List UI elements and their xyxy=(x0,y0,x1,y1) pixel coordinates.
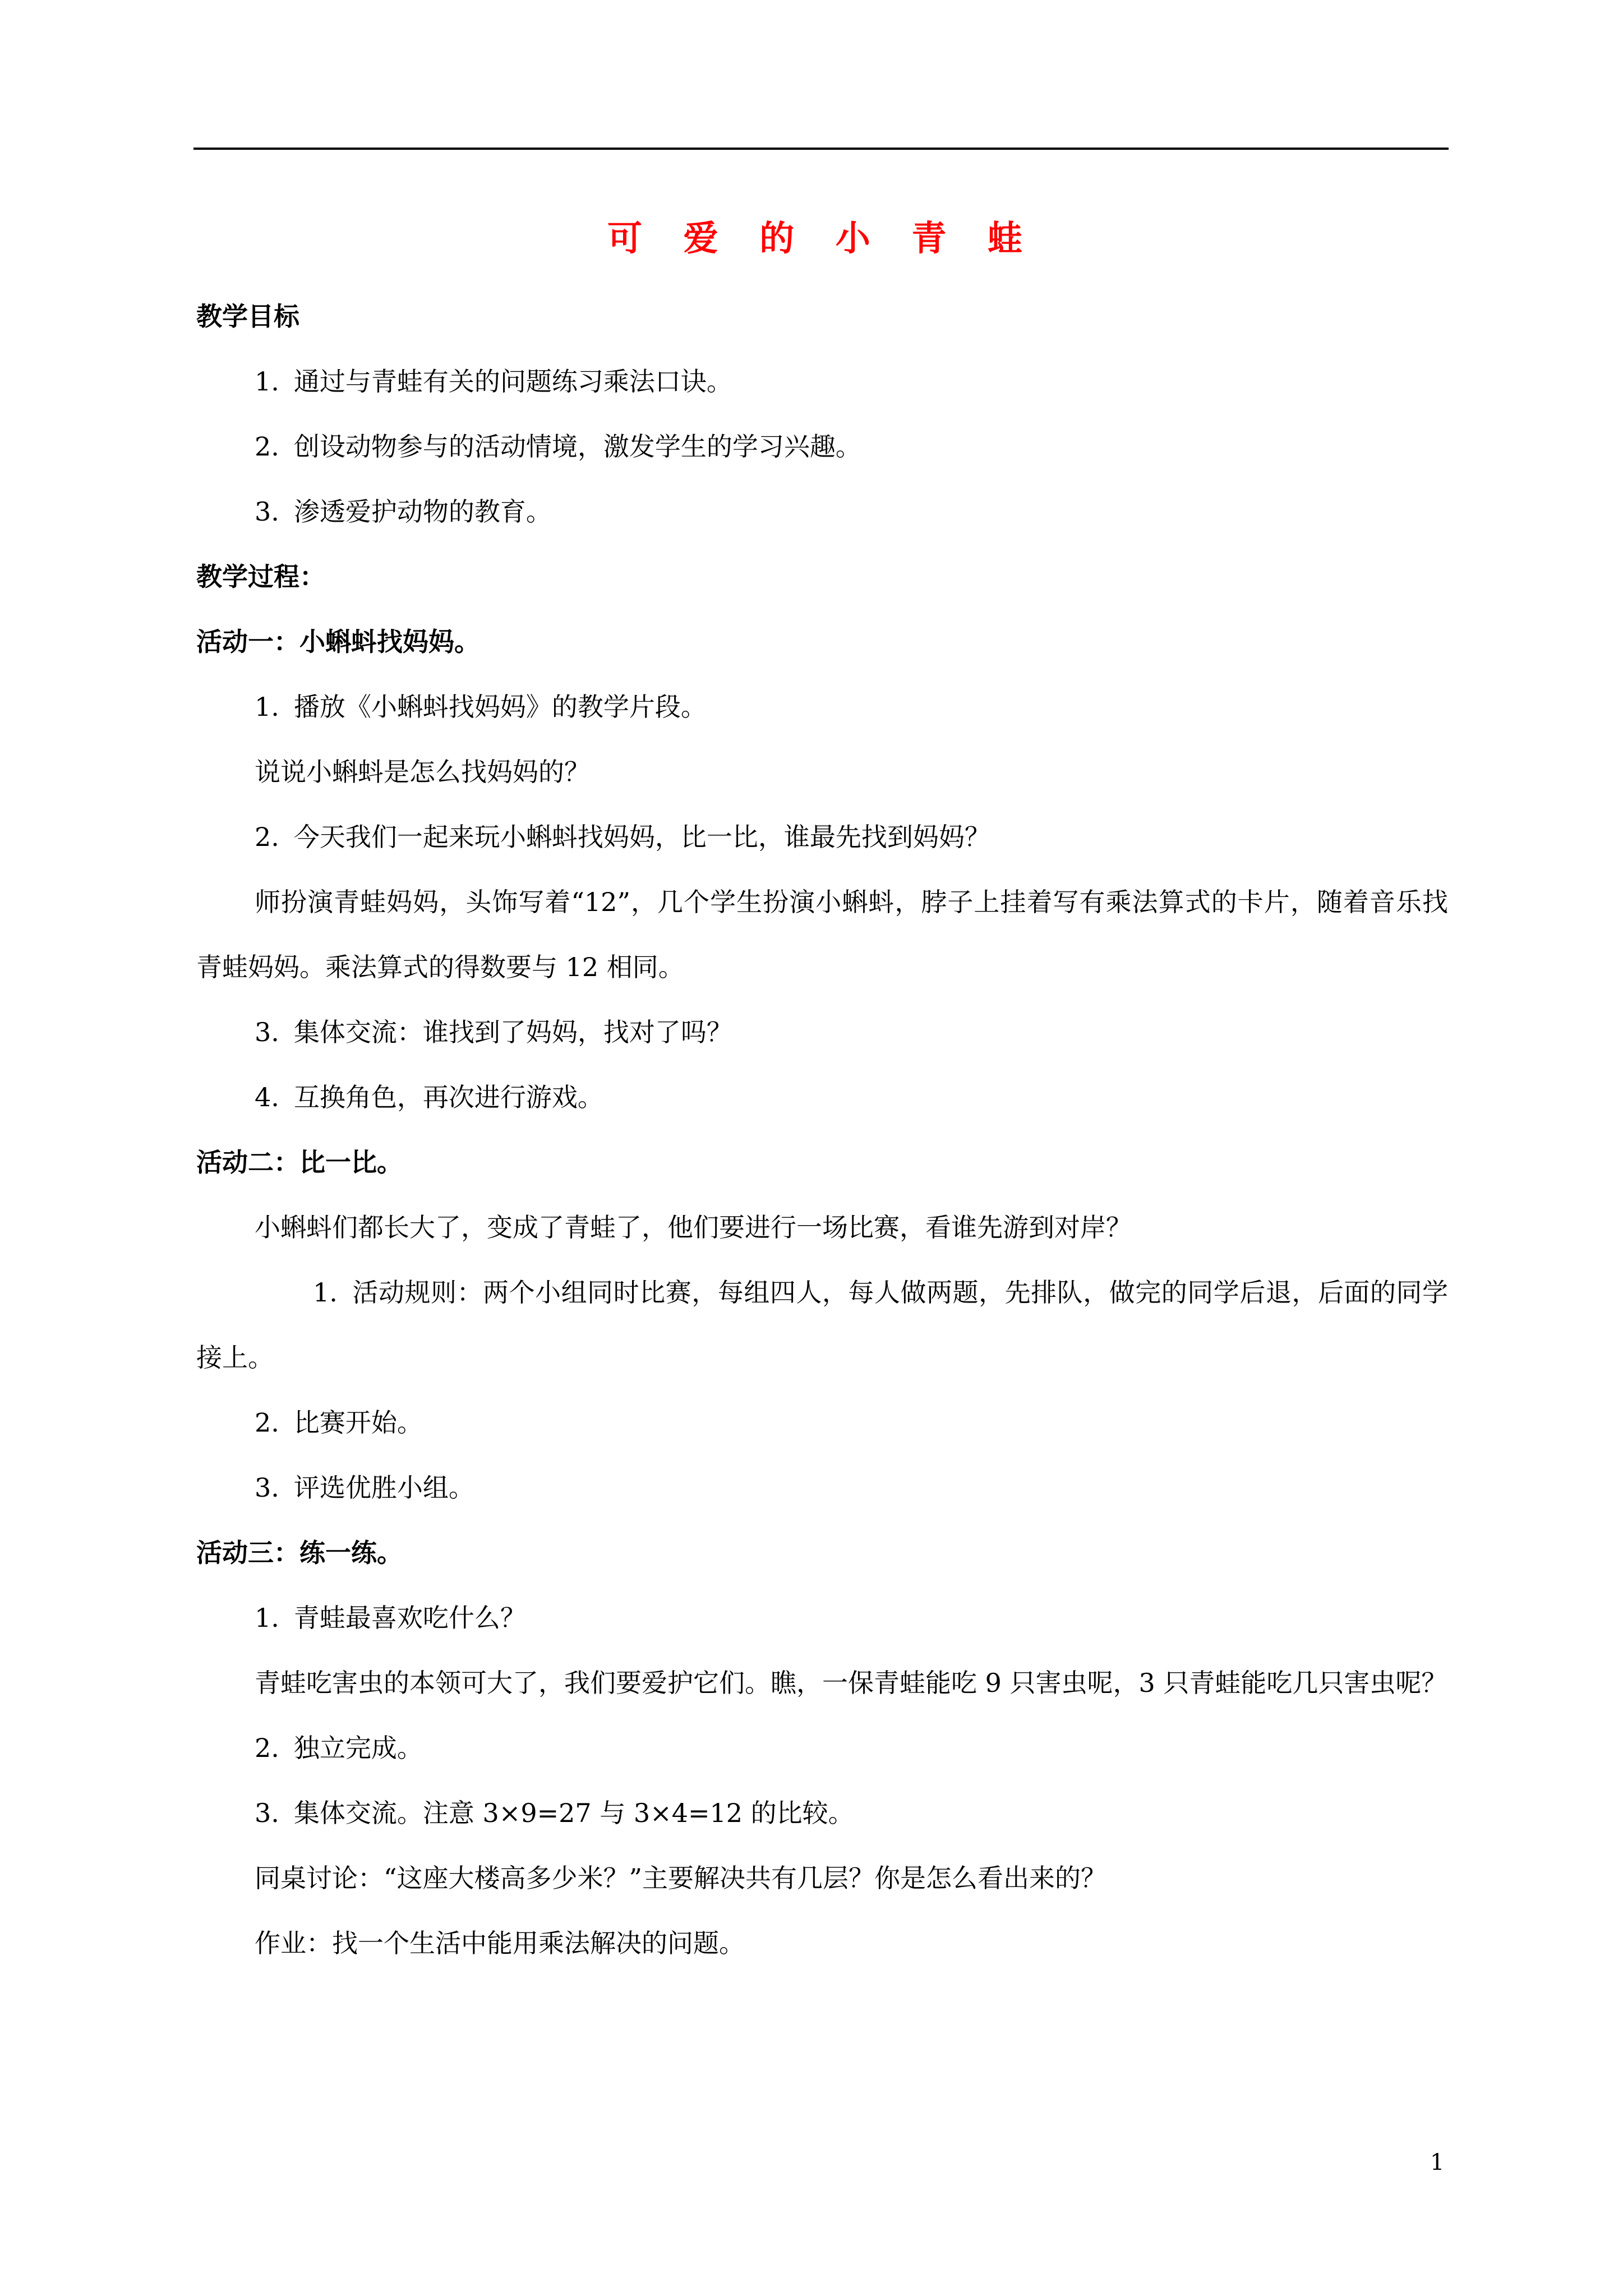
a2-3-number: 3. xyxy=(255,1473,279,1503)
activity-2-item-2 xyxy=(196,1390,1448,1455)
activity-3-item-3 xyxy=(196,1780,1448,1846)
a2-3-text: 评选优胜小组。 xyxy=(293,1473,474,1503)
a3-1-number: 1. xyxy=(255,1603,279,1633)
activity-3-paragraph: 青蛙吃害虫的本领可大了，我们要爱护它们。瞧，一保青蛙能吃 9 只害虫呢，3 只青蛙能吃几只害虫呢？ xyxy=(255,1668,1447,1698)
a3-3-number: 3. xyxy=(255,1798,279,1828)
a1-3-text: 集体交流：谁找到了妈妈，找对了吗？ xyxy=(293,1017,732,1047)
activity-3-item-1 xyxy=(196,1585,1448,1650)
a1-1-text: 播放《小蝌蚪找妈妈》的教学片段。 xyxy=(293,692,707,722)
document-body xyxy=(196,208,1448,1976)
activity-1-item-2 xyxy=(196,804,1448,869)
activity-2-intro: 小蝌蚪们都长大了，变成了青蛙了，他们要进行一场比赛，看谁先游到对岸？ xyxy=(255,1212,1132,1243)
a1-2-number: 2. xyxy=(255,822,279,852)
activity-1-item-1 xyxy=(196,674,1448,739)
a1-3-number: 3. xyxy=(255,1017,279,1047)
a1-4-number: 4. xyxy=(255,1082,279,1112)
a3-2-number: 2. xyxy=(255,1733,279,1763)
page-title: 可 爱 的 小 青 蛙 xyxy=(607,218,1037,259)
goal-item-1 xyxy=(196,349,1448,414)
a3-3-text: 集体交流。注意 3×9=27 与 3×4=12 的比较。 xyxy=(293,1798,854,1828)
a2-1-number: 1. xyxy=(313,1277,338,1308)
goal-item-3 xyxy=(196,479,1448,544)
activity-2-item-3 xyxy=(196,1455,1448,1520)
a2-2-number: 2. xyxy=(255,1407,279,1438)
activity-1-heading: 活动一：小蝌蚪找妈妈。 xyxy=(196,627,480,657)
goal-2-number: 2. xyxy=(255,431,279,462)
goals-heading: 教学目标 xyxy=(196,301,299,332)
a1-1-number: 1. xyxy=(255,692,279,722)
activity-1-paragraph: 师扮演青蛙妈妈，头饰写着“12”，几个学生扮演小蝌蚪，脖子上挂着写有乘法算式的卡片，随着音乐找青蛙妈妈。乘法算式的得数要与 12 相同。 xyxy=(196,887,1448,982)
page-number: 1 xyxy=(1430,2150,1445,2175)
a3-1-text: 青蛙最喜欢吃什么？ xyxy=(293,1603,526,1633)
goal-item-2 xyxy=(196,414,1448,479)
a2-2-text: 比赛开始。 xyxy=(293,1407,423,1438)
homework: 作业：找一个生活中能用乘法解决的问题。 xyxy=(255,1928,745,1958)
goal-1-text: 通过与青蛙有关的问题练习乘法口诀。 xyxy=(293,366,732,397)
activity-1-item-4 xyxy=(196,1065,1448,1130)
goal-3-text: 渗透爱护动物的教育。 xyxy=(293,496,552,527)
activity-1-question: 说说小蝌蚪是怎么找妈妈的？ xyxy=(255,757,590,787)
activity-2-heading: 活动二：比一比。 xyxy=(196,1147,403,1177)
goal-2-text: 创设动物参与的活动情境，激发学生的学习兴趣。 xyxy=(293,431,861,462)
process-heading: 教学过程： xyxy=(196,562,325,592)
a1-4-text: 互换角色，再次进行游戏。 xyxy=(293,1082,603,1112)
activity-1-item-3 xyxy=(196,1000,1448,1065)
goal-3-number: 3. xyxy=(255,496,279,527)
a1-2-text: 今天我们一起来玩小蝌蚪找妈妈，比一比，谁最先找到妈妈？ xyxy=(293,822,990,852)
activity-3-discussion: 同桌讨论：“这座大楼高多少米？”主要解决共有几层？你是怎么看出来的？ xyxy=(255,1863,1107,1893)
activity-2-item-1 xyxy=(196,1260,1448,1390)
activity-3-item-2 xyxy=(196,1715,1448,1780)
a3-2-text: 独立完成。 xyxy=(293,1733,423,1763)
header-rule xyxy=(193,148,1449,150)
goal-1-number: 1. xyxy=(255,366,279,397)
activity-3-heading: 活动三：练一练。 xyxy=(196,1538,403,1568)
a2-1-text: 活动规则：两个小组同时比赛，每组四人，每人做两题，先排队，做完的同学后退，后面的同学接上。 xyxy=(196,1277,1448,1373)
